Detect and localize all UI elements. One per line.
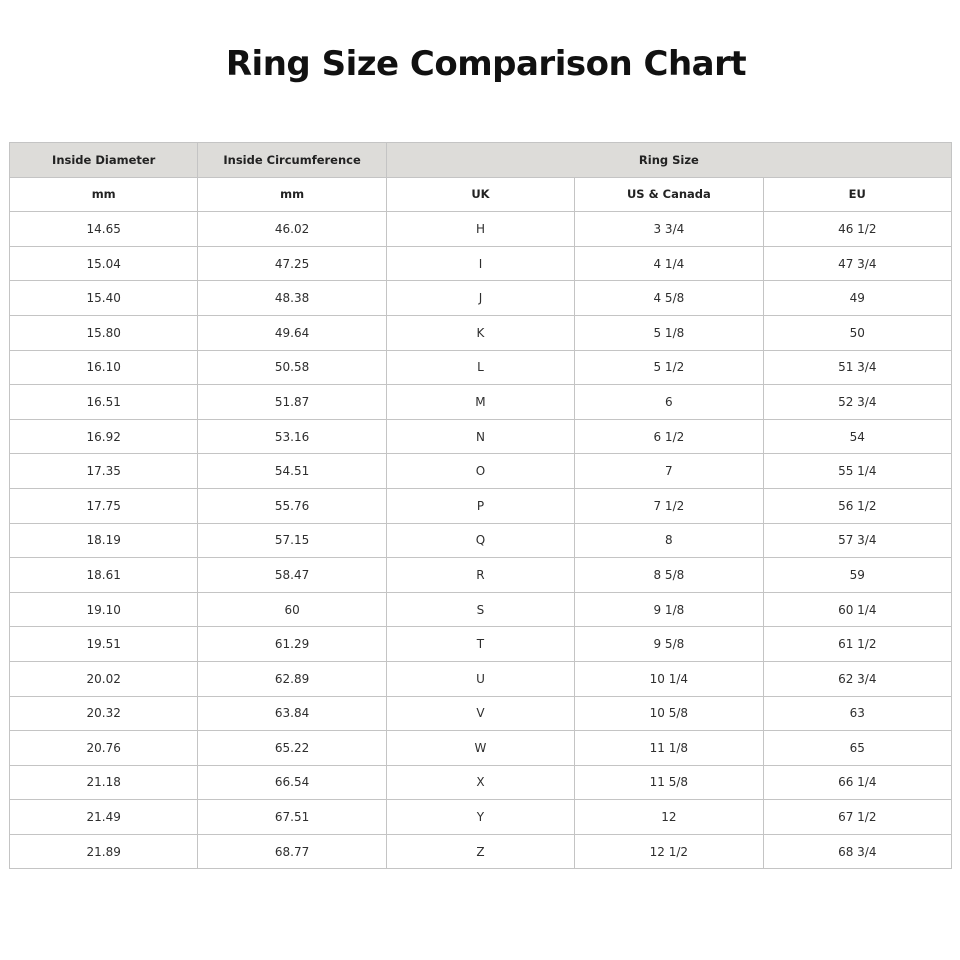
cell-eu: 52 3/4 (763, 385, 951, 420)
cell-us-canada: 12 (575, 800, 763, 835)
cell-circumference: 47.25 (198, 246, 386, 281)
cell-circumference: 51.87 (198, 385, 386, 420)
cell-eu: 51 3/4 (763, 350, 951, 385)
cell-uk: T (386, 627, 574, 662)
table-row (10, 696, 952, 731)
cell-eu: 68 3/4 (763, 834, 951, 869)
subheader-circumference-mm: mm (198, 177, 386, 212)
cell-us-canada: 11 1/8 (575, 731, 763, 766)
cell-diameter: 21.49 (10, 800, 198, 835)
table-row (10, 800, 952, 835)
table-row (10, 246, 952, 281)
cell-eu: 59 (763, 558, 951, 593)
cell-circumference: 68.77 (198, 834, 386, 869)
cell-eu: 55 1/4 (763, 454, 951, 489)
subheader-eu: EU (763, 177, 951, 212)
cell-uk: K (386, 315, 574, 350)
table-row (10, 350, 952, 385)
cell-circumference: 55.76 (198, 488, 386, 523)
cell-diameter: 19.51 (10, 627, 198, 662)
cell-uk: P (386, 488, 574, 523)
cell-diameter: 16.10 (10, 350, 198, 385)
cell-diameter: 17.35 (10, 454, 198, 489)
cell-diameter: 15.04 (10, 246, 198, 281)
cell-us-canada: 10 1/4 (575, 661, 763, 696)
cell-uk: Z (386, 834, 574, 869)
cell-eu: 60 1/4 (763, 592, 951, 627)
table-row (10, 765, 952, 800)
table-row (10, 834, 952, 869)
cell-diameter: 21.18 (10, 765, 198, 800)
cell-uk: S (386, 592, 574, 627)
cell-us-canada: 11 5/8 (575, 765, 763, 800)
cell-eu: 65 (763, 731, 951, 766)
subheader-uk: UK (386, 177, 574, 212)
cell-eu: 54 (763, 419, 951, 454)
cell-diameter: 20.32 (10, 696, 198, 731)
table-row (10, 315, 952, 350)
cell-uk: U (386, 661, 574, 696)
cell-circumference: 66.54 (198, 765, 386, 800)
cell-diameter: 16.51 (10, 385, 198, 420)
cell-diameter: 16.92 (10, 419, 198, 454)
cell-eu: 49 (763, 281, 951, 316)
cell-circumference: 50.58 (198, 350, 386, 385)
table-row (10, 523, 952, 558)
cell-uk: Y (386, 800, 574, 835)
cell-us-canada: 3 3/4 (575, 212, 763, 247)
cell-circumference: 67.51 (198, 800, 386, 835)
table-row (10, 558, 952, 593)
table-row (10, 488, 952, 523)
cell-us-canada: 4 1/4 (575, 246, 763, 281)
cell-circumference: 54.51 (198, 454, 386, 489)
cell-us-canada: 9 1/8 (575, 592, 763, 627)
cell-us-canada: 7 1/2 (575, 488, 763, 523)
table-row (10, 627, 952, 662)
cell-us-canada: 7 (575, 454, 763, 489)
cell-diameter: 15.80 (10, 315, 198, 350)
cell-eu: 61 1/2 (763, 627, 951, 662)
cell-diameter: 20.02 (10, 661, 198, 696)
table-row (10, 661, 952, 696)
cell-diameter: 15.40 (10, 281, 198, 316)
cell-circumference: 49.64 (198, 315, 386, 350)
cell-circumference: 65.22 (198, 731, 386, 766)
cell-us-canada: 8 (575, 523, 763, 558)
cell-circumference: 53.16 (198, 419, 386, 454)
ring-size-table (9, 142, 952, 869)
cell-uk: O (386, 454, 574, 489)
cell-circumference: 63.84 (198, 696, 386, 731)
cell-us-canada: 5 1/2 (575, 350, 763, 385)
cell-uk: M (386, 385, 574, 420)
cell-circumference: 48.38 (198, 281, 386, 316)
cell-diameter: 19.10 (10, 592, 198, 627)
cell-eu: 56 1/2 (763, 488, 951, 523)
cell-diameter: 18.61 (10, 558, 198, 593)
cell-eu: 62 3/4 (763, 661, 951, 696)
cell-us-canada: 4 5/8 (575, 281, 763, 316)
table-row (10, 592, 952, 627)
subheader-us-canada: US & Canada (575, 177, 763, 212)
cell-eu: 46 1/2 (763, 212, 951, 247)
cell-us-canada: 10 5/8 (575, 696, 763, 731)
header-inside-diameter: Inside Diameter (10, 143, 198, 178)
cell-uk: J (386, 281, 574, 316)
table-group-header-row (10, 143, 952, 178)
cell-diameter: 20.76 (10, 731, 198, 766)
header-inside-circumference: Inside Circumference (198, 143, 386, 178)
cell-diameter: 18.19 (10, 523, 198, 558)
cell-eu: 63 (763, 696, 951, 731)
cell-diameter: 17.75 (10, 488, 198, 523)
cell-circumference: 60 (198, 592, 386, 627)
cell-us-canada: 6 (575, 385, 763, 420)
cell-uk: V (386, 696, 574, 731)
cell-eu: 67 1/2 (763, 800, 951, 835)
table-row (10, 385, 952, 420)
cell-uk: R (386, 558, 574, 593)
cell-circumference: 46.02 (198, 212, 386, 247)
cell-uk: W (386, 731, 574, 766)
cell-circumference: 57.15 (198, 523, 386, 558)
table-row (10, 731, 952, 766)
cell-eu: 66 1/4 (763, 765, 951, 800)
cell-diameter: 14.65 (10, 212, 198, 247)
cell-circumference: 62.89 (198, 661, 386, 696)
cell-uk: X (386, 765, 574, 800)
cell-uk: H (386, 212, 574, 247)
cell-circumference: 58.47 (198, 558, 386, 593)
cell-diameter: 21.89 (10, 834, 198, 869)
table-body (10, 212, 952, 869)
header-ring-size: Ring Size (386, 143, 951, 178)
cell-uk: Q (386, 523, 574, 558)
subheader-diameter-mm: mm (10, 177, 198, 212)
cell-eu: 47 3/4 (763, 246, 951, 281)
table-row (10, 212, 952, 247)
cell-us-canada: 6 1/2 (575, 419, 763, 454)
cell-uk: I (386, 246, 574, 281)
cell-us-canada: 8 5/8 (575, 558, 763, 593)
cell-eu: 57 3/4 (763, 523, 951, 558)
table-row (10, 419, 952, 454)
cell-uk: N (386, 419, 574, 454)
page-title: Ring Size Comparison Chart (225, 44, 747, 84)
cell-eu: 50 (763, 315, 951, 350)
table-row (10, 281, 952, 316)
cell-us-canada: 9 5/8 (575, 627, 763, 662)
cell-circumference: 61.29 (198, 627, 386, 662)
cell-us-canada: 12 1/2 (575, 834, 763, 869)
table-row (10, 454, 952, 489)
table-unit-header-row (10, 177, 952, 212)
cell-uk: L (386, 350, 574, 385)
cell-us-canada: 5 1/8 (575, 315, 763, 350)
